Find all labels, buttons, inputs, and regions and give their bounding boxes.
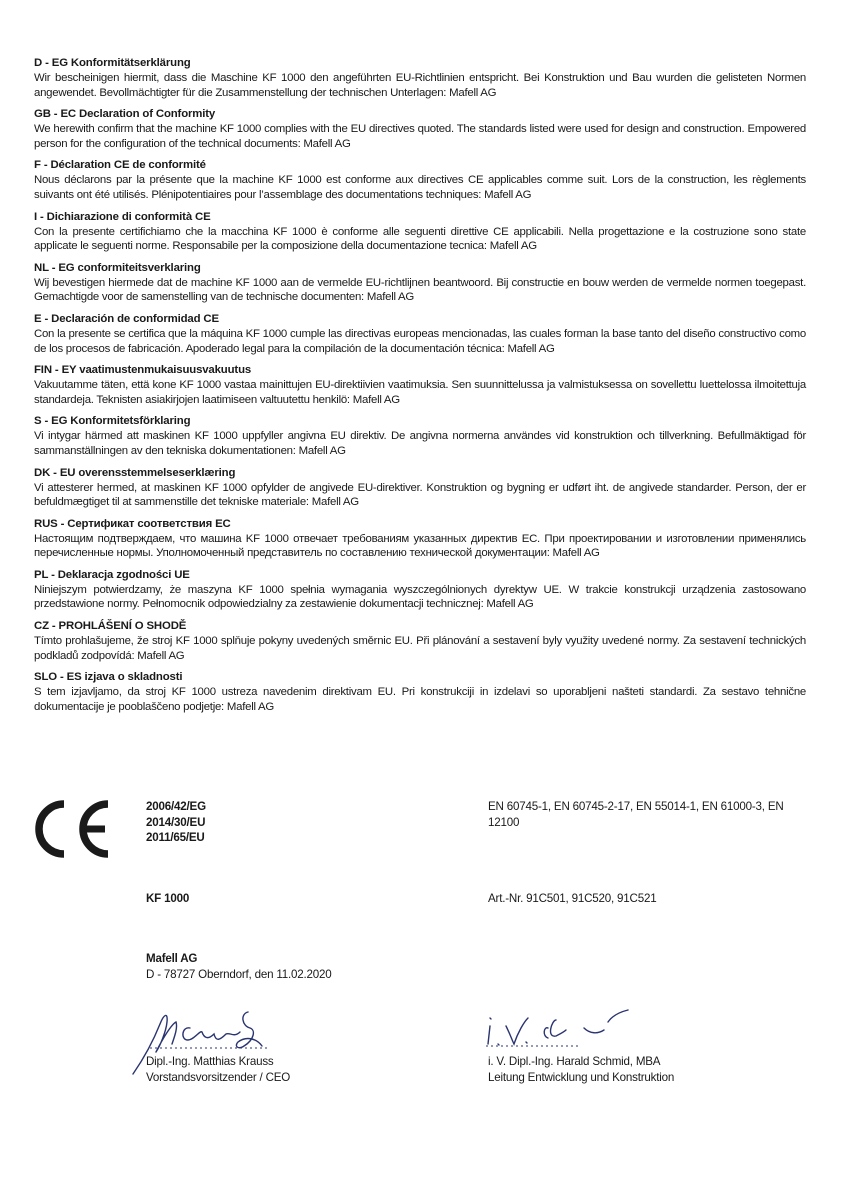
declaration-heading: SLO - ES izjava o skladnosti xyxy=(34,671,183,684)
signatory-name: Dipl.-Ing. Matthias Krauss xyxy=(146,1055,274,1068)
signature-schmid-image xyxy=(480,1006,640,1054)
declaration-heading: GB - EC Declaration of Conformity xyxy=(34,108,216,121)
declaration-heading: PL - Deklaracja zgodności UE xyxy=(34,568,190,581)
declaration-heading: RUS - Сертификат соответствия ЕС xyxy=(34,517,231,530)
declaration-text: Wij bevestigen hiermede dat de machine KF 1000 aan de vermelde EU-richtlijnen beantwoord. Bij constructie en bouw werden de vermelde normen toegepast. Gemachtigde voor de samenstelling van de technische documenten: Mafell AG xyxy=(34,276,806,304)
declaration-slo xyxy=(34,670,806,714)
declaration-heading: I - Dichiarazione di conformità CE xyxy=(34,210,211,223)
signatory-title: Leitung Entwicklung und Konstruktion xyxy=(488,1070,675,1084)
declaration-text: Con la presente se certifica que la máquina KF 1000 cumple las directivas europeas mencionadas, las cuales forman la base tanto del diseño constructivo como de los procesos de fabricación. Apoderado legal para la compilación de la documentación técnica: Mafell AG xyxy=(34,327,806,355)
directive-item: 2006/42/EG xyxy=(146,800,206,813)
signatory-name: i. V. Dipl.-Ing. Harald Schmid, MBA xyxy=(488,1055,661,1068)
declaration-cz xyxy=(34,619,806,663)
declarations-list xyxy=(34,56,806,721)
declaration-heading: FIN - EY vaatimustenmukaisuusvakuutus xyxy=(34,364,252,377)
declaration-text: Vi intygar härmed att maskinen KF 1000 uppfyller angivna EU direktiv. De angivna normerna användes vid konstruktion och tillverkning. Befullmäktigad för sammanställningen av den tekniska dokumentationen: Mafell AG xyxy=(34,430,806,457)
signatory-title: Vorstandsvorsitzender / CEO xyxy=(146,1070,291,1084)
declaration-text: Vi attesterer hermed, at maskinen KF 1000 opfylder de angivede EU-direktiver. Konstruktion og bygning er udført iht. de angivede standarder. Person, der er befuldmægtiget til at sammenstille det tekniske materiale: Mafell AG xyxy=(34,481,806,509)
declaration-text: We herewith confirm that the machine KF 1000 complies with the EU directives quoted. The standards listed were used for design and construction. Empowered person for the configuration of the technical documents: Mafell AG xyxy=(34,123,806,150)
article-number: Art.-Nr. 91C501, 91C520, 91C521 xyxy=(488,892,657,905)
declaration-ru xyxy=(34,517,806,561)
declaration-fi xyxy=(34,363,806,407)
declaration-text: Настоящим подтверждаем, что машина KF 1000 отвечает требованиям указанных директив ЕС. При проектировании и изготовлении применялись перечисленные нормы. Уполномоченный представитель по составлению технической документации: Mafell AG xyxy=(34,532,806,560)
standards-list: EN 60745-1, EN 60745-2-17, EN 55014-1, EN 61000-3, EN 12100 xyxy=(488,800,784,829)
declaration-text: S tem izjavljamo, da stroj KF 1000 ustreza navedenim direktivam EU. Pri konstrukciji in izdelavi so uporabljeni našteti standardi. Za sestavo tehnične dokumentacije je pooblaščeno podjetje: Mafell AG xyxy=(34,686,806,713)
declaration-text: Tímto prohlašujeme, že stroj KF 1000 splňuje pokyny uvedených směrnic EU. Při plánování a sestavení byly využity uvedené normy. Za sestavení technických podkladů zodpovídá: Mafell AG xyxy=(34,635,806,662)
declaration-nl xyxy=(34,261,806,305)
declaration-text: Vakuutamme täten, että kone KF 1000 vastaa mainittujen EU-direktiivien vaatimuksia. Sen suunnittelussa ja valmistuksessa on sovellettu luettelossa ilmoitettuja standardeja. Teknisten asiakirjojen laatimiseen valtuutettu henkilö: Mafell AG xyxy=(34,379,806,406)
declaration-pl xyxy=(34,568,806,612)
machine-model: KF 1000 xyxy=(146,892,190,905)
ce-mark-logo xyxy=(30,800,112,858)
declaration-it xyxy=(34,210,806,254)
directive-item: 2011/65/EU xyxy=(146,831,205,844)
declaration-heading: DK - EU overensstemmelseserklæring xyxy=(34,466,236,479)
signatory-krauss xyxy=(146,1054,290,1085)
declaration-text: Niniejszym potwierdzamy, że maszyna KF 1000 spełnia wymagania wyszczególnionych dyrektyw UE. W trakcie konstrukcji urządzenia zastosowano przedstawione normy. Pełnomocnik odpowiedzialny za zestawienie dokumentacji technicznej: Mafell AG xyxy=(34,583,806,611)
directive-item: 2014/30/EU xyxy=(146,815,206,829)
company-block xyxy=(146,951,332,982)
declaration-heading: E - Declaración de conformidad CE xyxy=(34,312,219,325)
declaration-de xyxy=(34,56,806,100)
declaration-heading: D - EG Konformitätserklärung xyxy=(34,57,191,69)
declaration-dk xyxy=(34,466,806,510)
declaration-fr xyxy=(34,158,806,202)
declaration-text: Wir bescheinigen hiermit, dass die Maschine KF 1000 den angeführten EU-Richtlinien entspricht. Bei Konstruktion und Bau wurden die gelisteten Normen angewendet. Bevollmächtigter für die Zusammenstellung der technischen Unterlagen: Mafell AG xyxy=(34,72,806,99)
declaration-heading: S - EG Konformitetsförklaring xyxy=(34,415,191,428)
declaration-se xyxy=(34,414,806,458)
declaration-gb xyxy=(34,107,806,151)
declaration-heading: CZ - PROHLÁŠENÍ O SHODĚ xyxy=(34,620,187,633)
directives-list xyxy=(146,799,206,846)
signatory-schmid xyxy=(488,1054,674,1085)
declaration-heading: F - Déclaration CE de conformité xyxy=(34,159,206,172)
company-address-date: D - 78727 Oberndorf, den 11.02.2020 xyxy=(146,967,332,981)
declaration-text: Con la presente certifichiamo che la macchina KF 1000 è conforme alle seguenti direttive CE applicabili. Nella progettazione e la costruzione sono state applicate le seguenti norme. Responsabile per la composizione della documentazione tecnica: Mafell AG xyxy=(34,225,806,253)
declaration-text: Nous déclarons par la présente que la machine KF 1000 est conforme aux directives CE applicables comme suit. Lors de la construction, les règlements suivants ont été utilisés. Plénipotentiaires pour l’assemblage des documentations techniques: Mafell AG xyxy=(34,174,806,201)
declaration-heading: NL - EG conformiteitsverklaring xyxy=(34,261,201,274)
declaration-es xyxy=(34,312,806,356)
company-name: Mafell AG xyxy=(146,952,198,965)
